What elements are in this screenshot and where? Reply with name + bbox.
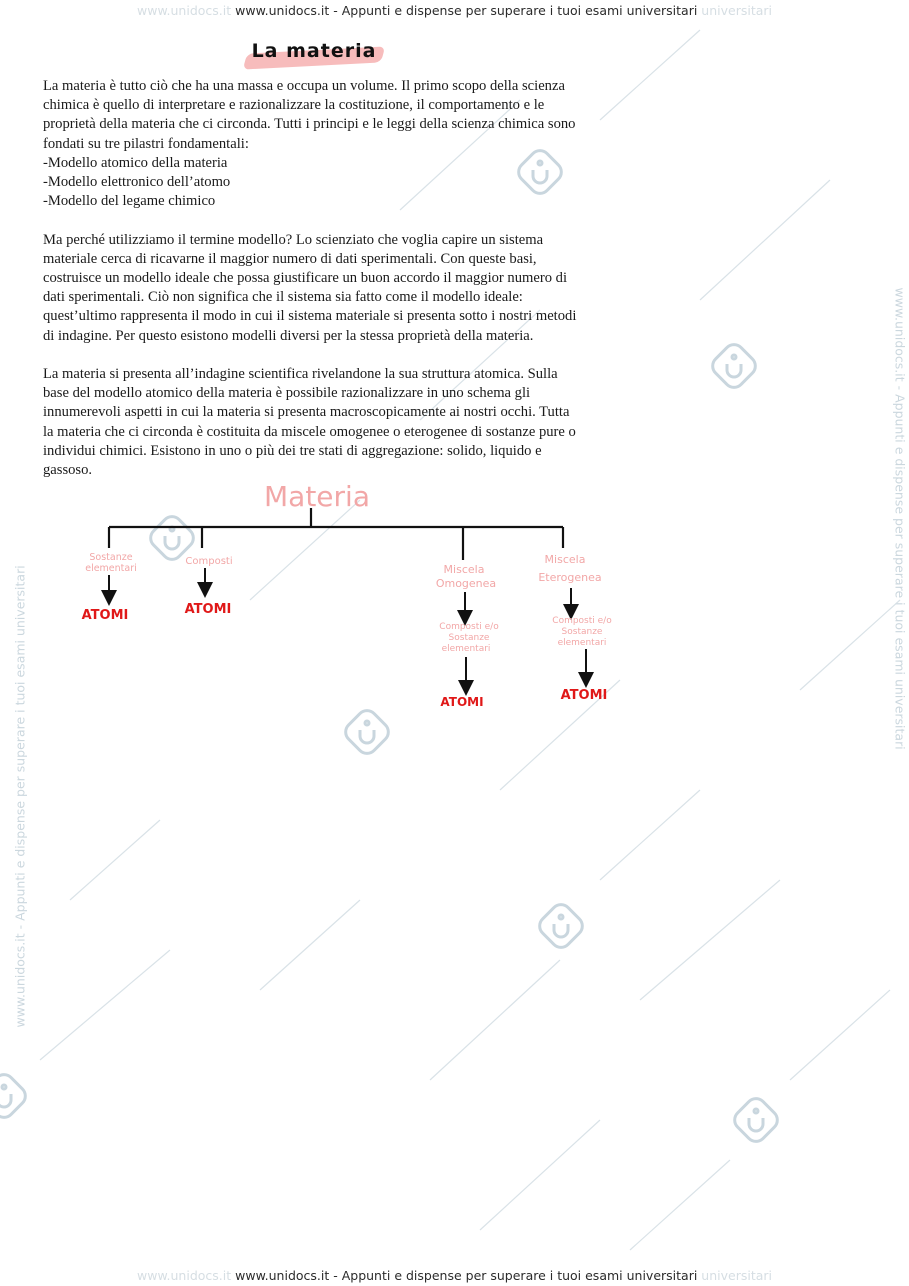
text-line: di indagine. Per questo esistono modelli diversi per la stessa proprietà della materia. bbox=[43, 327, 534, 344]
diagram-root-label: Materia bbox=[264, 480, 370, 513]
middle-label: Composti e/o bbox=[439, 622, 499, 632]
list-item: -Modello elettronico dell’atomo bbox=[43, 174, 231, 191]
branch-label: Sostanze bbox=[89, 552, 133, 563]
result-label: ATOMI bbox=[184, 602, 232, 617]
text-line: innumerevoli aspetti in cui la materia si presenta macroscopicamente ai nostri occhi. Tutta bbox=[43, 404, 570, 421]
paragraph-structure bbox=[43, 365, 663, 480]
middle-label: elementari bbox=[557, 638, 607, 648]
middle-label: Composti e/o bbox=[552, 616, 612, 626]
text-line: Ma perché utilizziamo il termine modello? Lo scienziato che voglia capire un sistema bbox=[43, 231, 544, 248]
middle-label: Sostanze bbox=[448, 633, 490, 643]
footer-ghost-right: universitari bbox=[701, 1268, 772, 1283]
text-line: quest’ultimo rappresenta il modo in cui il sistema materiale si presenta sotto i nostri metodi bbox=[43, 308, 577, 325]
branch-label: Miscela bbox=[544, 553, 586, 566]
title-block bbox=[246, 38, 382, 72]
list-item: -Modello del legame chimico bbox=[43, 193, 216, 210]
text-line: fondati su tre pilastri fondamentali: bbox=[43, 135, 249, 152]
diagram-svg bbox=[0, 470, 909, 730]
header-ghost-right: universitari bbox=[701, 3, 772, 18]
document-body bbox=[43, 77, 663, 480]
side-watermark-left: www.unidocs.it - Appunti e dispense per superare i tuoi esami universitari bbox=[12, 565, 28, 1028]
text-line: La materia si presenta all’indagine scientifica rivelandone la sua struttura atomica. Sulla bbox=[43, 366, 558, 383]
materia-diagram bbox=[0, 470, 909, 730]
text-line: materiale cerca di ricavarne il maggior numero di dati sperimentali. Con queste basi, bbox=[43, 250, 537, 267]
diagram-arrows bbox=[109, 568, 586, 688]
list-item: -Modello atomico della materia bbox=[43, 154, 228, 171]
middle-label: elementari bbox=[441, 644, 491, 654]
diagram-connectors bbox=[109, 508, 563, 560]
branch-label: Miscela bbox=[443, 563, 485, 576]
page-title: La materia bbox=[251, 40, 377, 62]
text-line: gassoso. bbox=[43, 462, 93, 479]
middle-label: Sostanze bbox=[561, 627, 603, 637]
footer-ghost-left: www.unidocs.it bbox=[137, 1268, 232, 1283]
branch-label: elementari bbox=[85, 563, 137, 574]
text-line: individui chimici. Esistono in uno o più dei tre stati di aggregazione: solido, liquido e bbox=[43, 442, 542, 459]
header-ghost-left: www.unidocs.it bbox=[137, 3, 232, 18]
result-label: ATOMI bbox=[81, 608, 129, 623]
text-line: base del modello atomico della materia è possibile razionalizzare in uno schema gli bbox=[43, 385, 531, 402]
text-line: la materia che ci circonda è costituita da miscele omogenee o eterogenee di sostanze pure o bbox=[43, 423, 576, 440]
text-line: chimica è quello di interpretare e razionalizzare la costituzione, il comportamento e le bbox=[43, 97, 545, 114]
footer-text: www.unidocs.it - Appunti e dispense per superare i tuoi esami universitari bbox=[235, 1268, 698, 1283]
branch-label: Omogenea bbox=[435, 577, 497, 590]
result-label: ATOMI bbox=[440, 695, 484, 709]
text-line: costruisce un modello ideale che possa giustificare un buon accordo il maggior numero di bbox=[43, 270, 568, 287]
text-line: dati sperimentali. Ciò non significa che il sistema sia fatto come il modello ideale: bbox=[43, 289, 523, 306]
branch-label: Composti bbox=[185, 556, 233, 567]
text-line: proprietà della materia che ci circonda. Tutti i principi e le leggi della scienza chimica sono bbox=[43, 116, 576, 133]
result-label: ATOMI bbox=[560, 688, 608, 703]
text-line: La materia è tutto ciò che ha una massa e occupa un volume. Il primo scopo della scienza bbox=[43, 78, 565, 94]
header-text: www.unidocs.it - Appunti e dispense per superare i tuoi esami universitari bbox=[235, 3, 698, 18]
paragraph-intro bbox=[43, 77, 663, 211]
branch-label: Eterogenea bbox=[538, 571, 602, 584]
side-watermark-right: www.unidocs.it - Appunti e dispense per superare i tuoi esami universitari bbox=[892, 287, 908, 750]
paragraph-model bbox=[43, 231, 663, 346]
